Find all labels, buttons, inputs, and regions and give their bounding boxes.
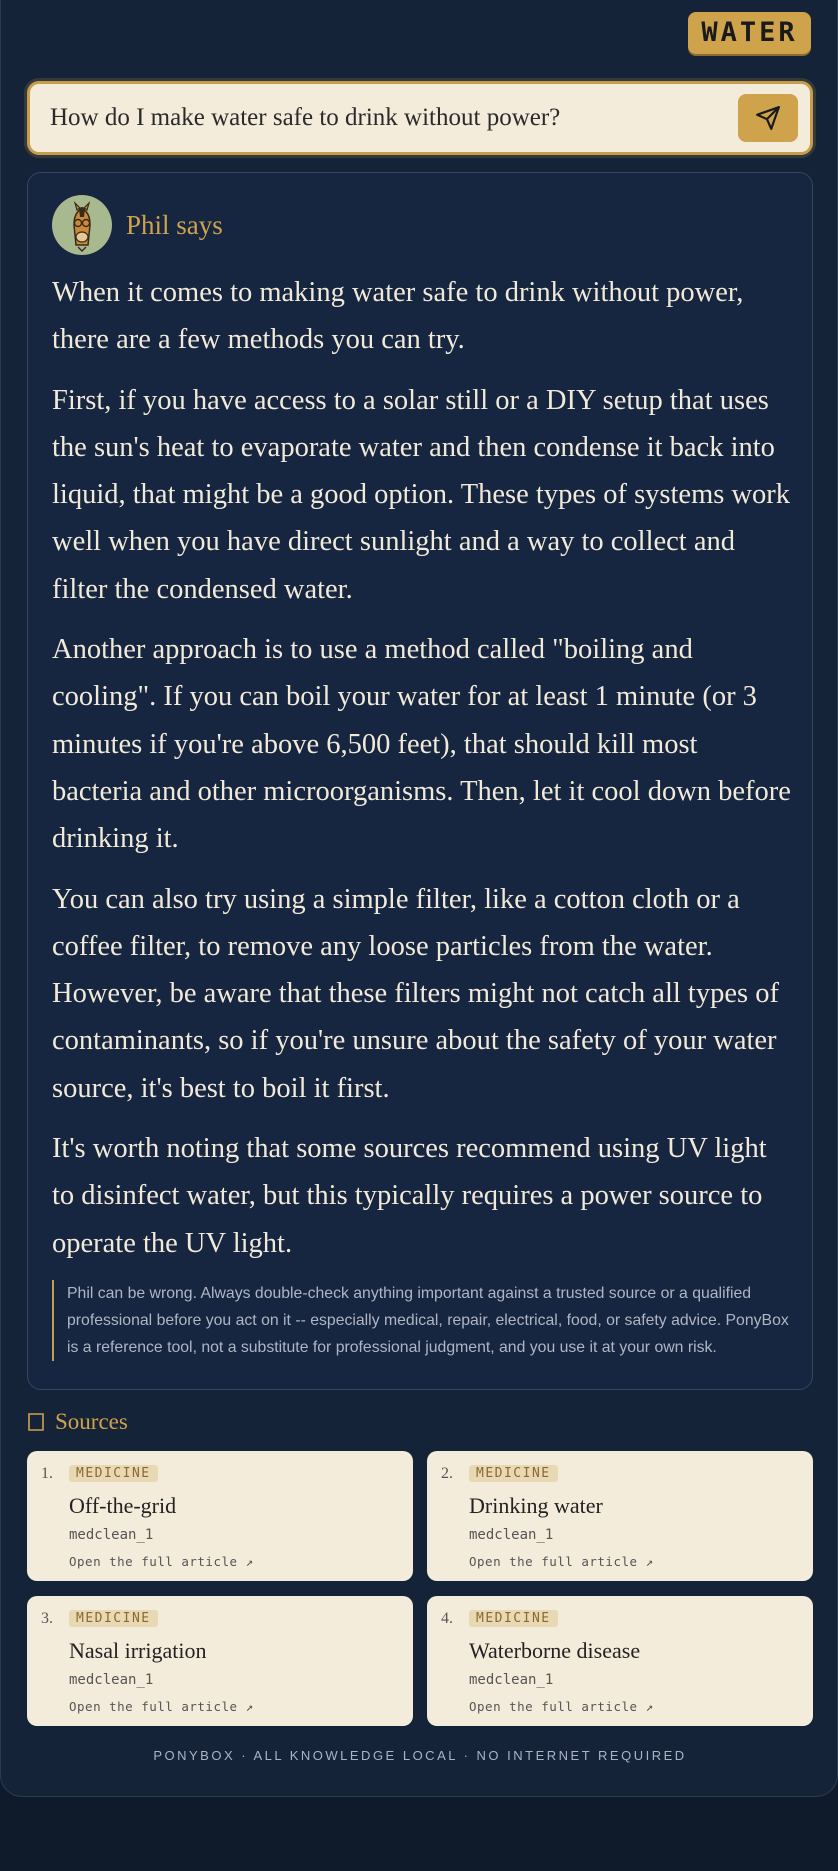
- topbar: [688, 12, 811, 54]
- answer-body: [52, 269, 792, 1280]
- source-name: medclean_1: [469, 1527, 554, 1543]
- source-title: Waterborne disease: [469, 1638, 641, 1663]
- search-input[interactable]: [50, 84, 740, 152]
- category-badge: MEDICINE: [469, 1610, 558, 1627]
- send-button[interactable]: [738, 94, 798, 142]
- footer-tagline: PONYBOX · ALL KNOWLEDGE LOCAL · NO INTERNET REQUIRED: [153, 1748, 687, 1763]
- source-name: medclean_1: [69, 1672, 154, 1688]
- answer-paragraph: It's worth noting that some sources recommend using UV light to disinfect water, but this typically requires a power source to operate the UV light.: [52, 1133, 767, 1259]
- answer-card: [27, 172, 813, 1390]
- source-card[interactable]: [27, 1596, 413, 1726]
- topic-tag-button[interactable]: WATER: [688, 12, 811, 54]
- source-title: Drinking water: [469, 1493, 603, 1518]
- open-article-link[interactable]: Open the full article ↗: [69, 1699, 254, 1714]
- source-title: Off-the-grid: [69, 1493, 177, 1518]
- category-badge: MEDICINE: [69, 1610, 158, 1627]
- answer-paragraph: You can also try using a simple filter, like a cotton cloth or a coffee filter, to remove any loose particles from the water. However, be aware that these filters might not catch all types of contaminants, so if you're unsure about the safety of your water source, it's best to boil it first.: [52, 883, 779, 1104]
- disclaimer: Phil can be wrong. Always double-check anything important against a trusted source or a qualified professional before you act on it -- especially medical, repair, electrical, food, or safety advice. PonyBox is a reference tool, not a substitute for professional judgment, and you use it at your own risk.: [52, 1280, 792, 1361]
- source-number: 4.: [441, 1610, 453, 1627]
- source-number: 3.: [41, 1610, 53, 1627]
- answer-paragraph: Another approach is to use a method called "boiling and cooling". If you can boil your water for at least 1 minute (or 3 minutes if you're above 6,500 feet), that should kill most bacteria and other microorganisms. Then, let it cool down before drinking it.: [52, 634, 791, 855]
- source-number: 2.: [441, 1465, 453, 1482]
- open-article-link[interactable]: Open the full article ↗: [469, 1554, 654, 1569]
- bookmark-icon: [27, 1412, 45, 1432]
- answer-paragraph: When it comes to making water safe to drink without power, there are a few methods you can try.: [52, 277, 744, 356]
- open-article-link[interactable]: Open the full article ↗: [469, 1699, 654, 1714]
- source-card[interactable]: [27, 1451, 413, 1581]
- search-bar: [27, 81, 813, 155]
- source-card[interactable]: [427, 1451, 813, 1581]
- sources-heading-label: Sources: [55, 1409, 128, 1434]
- send-icon: [755, 105, 781, 131]
- answer-header: [52, 195, 223, 255]
- speaker-label: Phil says: [126, 209, 223, 240]
- sources-heading: [27, 1409, 128, 1435]
- source-number: 1.: [41, 1465, 53, 1482]
- source-title: Nasal irrigation: [69, 1638, 207, 1663]
- phil-avatar: [52, 195, 112, 255]
- source-name: medclean_1: [69, 1527, 154, 1543]
- horse-avatar-icon: [52, 195, 112, 255]
- source-card[interactable]: [427, 1596, 813, 1726]
- open-article-link[interactable]: Open the full article ↗: [69, 1554, 254, 1569]
- category-badge: MEDICINE: [69, 1465, 158, 1482]
- answer-paragraph: First, if you have access to a solar still or a DIY setup that uses the sun's heat to evaporate water and then condense it back into liquid, that might be a good option. These types of systems work well when you have direct sunlight and a way to collect and filter the condensed water.: [52, 384, 791, 605]
- category-badge: MEDICINE: [469, 1465, 558, 1482]
- source-name: medclean_1: [469, 1672, 554, 1688]
